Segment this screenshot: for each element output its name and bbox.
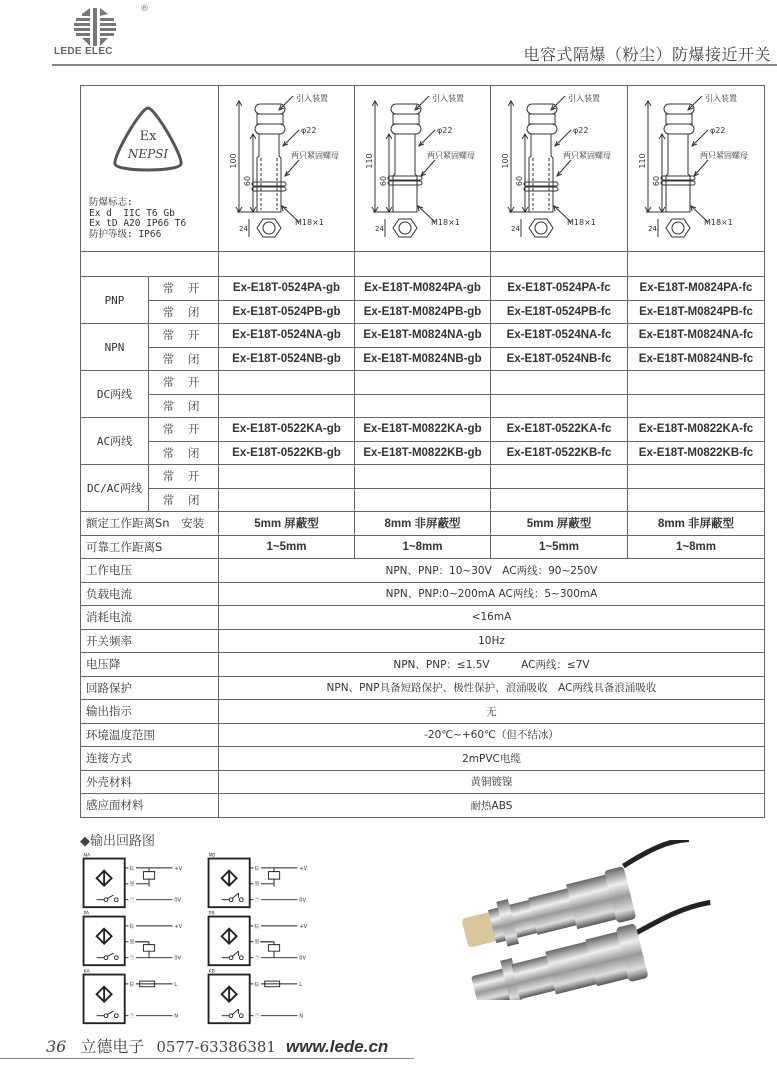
footer [46,1034,388,1057]
spec-value: NPN、PNP：10~30V AC两线：90~250V [219,559,765,583]
spec-value: NPN、PNP具备短路保护、极性保护、浪涌吸收 AC两线具备浪涌吸收 [219,676,765,700]
cable-entry-label: 引入装置 [705,94,737,103]
spec-label: 开关频率 [81,629,219,653]
model-number-cell: Ex-E18T-M0824PB-gb [355,300,491,324]
output-circuit-diagram [80,968,190,1030]
model-number-cell [628,394,765,418]
model-number-cell: Ex-E18T-M0824NB-gb [355,347,491,371]
spec-row [81,653,765,677]
length-dimension: 100 [229,153,238,169]
terminal-positive-label: +V [299,923,308,930]
certification-cell [81,86,219,252]
model-row [81,465,765,489]
logo-nepsi-text: NEPSI [127,147,169,161]
brown-wire-label: 棕 [254,981,260,988]
spec-label: 工作电压 [81,559,219,583]
spec-value: -20℃~+60℃（但不结冰） [219,723,765,747]
model-number-cell: Ex-E18T-M0822KA-fc [628,418,765,442]
model-number-cell: Ex-E18T-M0824PA-fc [628,277,765,301]
brand-name: LEDE ELEC [54,46,113,57]
page-title: 电容式隔爆（粉尘）防爆接近开关 [523,45,771,64]
diameter-label: φ22 [301,126,317,135]
dimension-drawing [355,86,490,251]
model-number-cell: Ex-E18T-M0824NB-fc [628,347,765,371]
model-number-cell: Ex-E18T-0524NB-fc [491,347,628,371]
spec-label: 回路保护 [81,676,219,700]
terminal-negative-label: 0V [299,897,307,904]
model-number-cell: Ex-E18T-0524NA-fc [491,324,628,348]
output-circuit-diagram [205,910,315,972]
rated-distance-label: 额定工作距离Sn 安装 [81,512,219,536]
drawing-cell [219,86,355,252]
model-number-cell [491,465,628,489]
spec-label: 消耗电流 [81,606,219,630]
output-circuit-diagram [205,852,315,914]
website-link[interactable]: www.lede.cn [285,1037,389,1056]
spec-row [81,676,765,700]
black-wire-label: 黑 [254,939,260,946]
black-wire-label: 黑 [129,939,135,946]
length-dimension: 110 [638,153,647,169]
spec-row [81,582,765,606]
circuit-type-label: KA [83,969,90,975]
protection-grade: 防护等级: IP66 [89,228,162,240]
switch-state-cell: 常 开 [149,371,219,395]
model-number-cell: Ex-E18T-0522KA-fc [491,418,628,442]
switch-state-cell: 常 开 [149,465,219,489]
model-number-cell: Ex-E18T-M0824NA-gb [355,324,491,348]
thread-length-dimension: 60 [652,175,661,187]
switch-state-cell: 常 开 [149,277,219,301]
model-row [81,277,765,301]
model-number-cell [219,488,355,512]
circuit-type-label: NA [83,853,91,859]
thread-spec-label: M18×1 [704,218,733,227]
blue-wire-label: 兰 [254,955,260,962]
model-number-cell [491,488,628,512]
output-type-cell: AC两线 [81,418,149,465]
drawing-cell [491,86,628,252]
diameter-label: φ22 [437,126,453,135]
blank-row [81,252,765,277]
model-number-cell: Ex-E18T-M0824NA-fc [628,324,765,348]
spec-row [81,629,765,653]
spec-value: 黄铜镀镍 [219,770,765,794]
thread-spec-label: M18×1 [567,218,596,227]
spec-value: 耐热ABS [219,794,765,818]
lock-nuts-label: 两只紧固螺母 [427,151,475,160]
switch-state-cell: 常 闭 [149,488,219,512]
model-number-cell [219,465,355,489]
spec-label: 输出指示 [81,700,219,724]
model-row [81,488,765,512]
blue-wire-label: 兰 [254,1013,260,1020]
brown-wire-label: 棕 [129,981,135,988]
hex-size-label: 24 [511,225,520,233]
terminal-positive-label: L [174,981,178,988]
switch-state-cell: 常 闭 [149,441,219,465]
spec-row [81,794,765,818]
model-number-cell: Ex-E18T-0524NB-gb [219,347,355,371]
spec-value: 10Hz [219,629,765,653]
model-number-cell: Ex-E18T-M0822KA-gb [355,418,491,442]
brown-wire-label: 棕 [129,865,135,872]
ex-marking [89,198,186,240]
model-number-cell [491,371,628,395]
model-row [81,324,765,348]
thread-length-dimension: 60 [243,175,252,187]
length-dimension: 110 [365,153,374,169]
output-circuit-diagram [205,968,315,1030]
dimension-drawing [491,86,626,251]
drawing-cell [628,86,765,252]
lede-logo-icon [52,6,152,46]
output-type-cell: DC/AC两线 [81,465,149,512]
spec-value: NPN、PNP：≤1.5V AC两线：≤7V [219,653,765,677]
model-number-cell: Ex-E18T-M0824PA-gb [355,277,491,301]
model-row [81,300,765,324]
spec-row [81,770,765,794]
model-number-cell: Ex-E18T-0524PB-fc [491,300,628,324]
thread-spec-label: M18×1 [295,218,324,227]
model-number-cell: Ex-E18T-M0824PB-fc [628,300,765,324]
header-divider [52,64,777,66]
circuit-type-label: PA [83,911,90,917]
model-number-cell: Ex-E18T-0524PA-gb [219,277,355,301]
model-number-cell: Ex-E18T-0524PB-gb [219,300,355,324]
terminal-positive-label: +V [174,865,183,872]
phone-number: 0577-63386381 [156,1038,276,1056]
model-number-cell [628,488,765,512]
model-number-cell [491,394,628,418]
model-number-cell: Ex-E18T-0522KB-fc [491,441,628,465]
output-type-cell: NPN [81,324,149,371]
footer-divider [0,1058,414,1059]
rated-distance-value: 8mm 非屏蔽型 [355,512,491,536]
cable-entry-label: 引入装置 [568,94,600,103]
terminal-negative-label: N [174,1013,179,1020]
circuit-schematic [205,910,315,968]
page-number: 36 [46,1037,67,1056]
thread-length-dimension: 60 [515,175,524,187]
spec-label: 外壳材料 [81,770,219,794]
spec-value: 无 [219,700,765,724]
thread-length-dimension: 60 [379,175,388,187]
hex-size-label: 24 [648,225,657,233]
model-number-cell: Ex-E18T-0522KB-gb [219,441,355,465]
diameter-label: φ22 [573,126,589,135]
circuit-type-label: PB [208,911,215,917]
brown-wire-label: 棕 [254,923,260,930]
hex-size-label: 24 [239,225,248,233]
terminal-negative-label: 0V [299,955,307,962]
model-number-cell [628,371,765,395]
terminal-positive-label: +V [174,923,183,930]
drawing-cell [355,86,491,252]
rated-distance-value: 5mm 屏蔽型 [219,512,355,536]
spec-label: 连接方式 [81,747,219,771]
terminal-positive-label: L [299,981,303,988]
dimension-drawing [219,86,354,251]
model-number-cell [219,371,355,395]
spec-row [81,747,765,771]
reliable-distance-value: 1~5mm [219,535,355,559]
model-number-cell [355,394,491,418]
spec-table [80,85,765,818]
cable-entry-label: 引入装置 [296,94,328,103]
hex-size-label: 24 [375,225,384,233]
switch-state-cell: 常 闭 [149,347,219,371]
rated-distance-value: 8mm 非屏蔽型 [628,512,765,536]
model-number-cell [355,371,491,395]
rated-distance-value: 5mm 屏蔽型 [491,512,628,536]
model-number-cell [628,465,765,489]
lock-nuts-label: 两只紧固螺母 [563,151,611,160]
diameter-label: φ22 [710,126,726,135]
model-row [81,347,765,371]
switch-state-cell: 常 闭 [149,300,219,324]
spec-label: 感应面材料 [81,794,219,818]
model-number-cell: Ex-E18T-0522KA-gb [219,418,355,442]
output-type-cell: PNP [81,277,149,324]
spec-row [81,700,765,724]
marking-line-1: Ex d IIC T6 Gb [89,207,175,219]
reliable-distance-value: 1~8mm [628,535,765,559]
terminal-negative-label: N [299,1013,304,1020]
model-number-cell [355,488,491,512]
lock-nuts-label: 两只紧固螺母 [700,151,748,160]
spec-label: 电压降 [81,653,219,677]
blue-wire-label: 兰 [129,897,135,904]
model-number-cell: Ex-E18T-0524PA-fc [491,277,628,301]
blue-wire-label: 兰 [254,897,260,904]
circuit-schematic [80,968,190,1026]
lock-nuts-label: 两只紧固螺母 [291,151,339,160]
brown-wire-label: 棕 [129,923,135,930]
nepsi-ex-logo-icon [107,104,189,184]
registered-mark: ® [140,4,149,14]
spec-value: NPN、PNP:0~200mA AC两线：5~300mA [219,582,765,606]
reliable-distance-value: 1~5mm [491,535,628,559]
circuit-schematic [205,852,315,910]
model-number-cell: Ex-E18T-0524NA-gb [219,324,355,348]
spec-value: <16mA [219,606,765,630]
blue-wire-label: 兰 [129,955,135,962]
black-wire-label: 黑 [254,881,260,888]
output-circuit-diagram [80,910,190,972]
marking-label: 防爆标志: [89,197,133,208]
circuit-type-label: KB [208,969,215,975]
terminal-negative-label: 0V [174,897,182,904]
circuit-schematic [205,968,315,1026]
length-dimension: 100 [501,153,510,169]
model-number-cell: Ex-E18T-M0822KB-fc [628,441,765,465]
spec-row [81,606,765,630]
drawing-row [81,86,765,252]
output-circuit-diagram [80,852,190,914]
circuit-type-label: NB [208,853,216,859]
model-number-cell: Ex-E18T-M0822KB-gb [355,441,491,465]
company-name: 立德电子 [80,1037,145,1056]
spec-row [81,723,765,747]
thread-spec-label: M18×1 [431,218,460,227]
cable-entry-label: 引入装置 [432,94,464,103]
rated-distance-row [81,512,765,536]
terminal-positive-label: +V [299,865,308,872]
product-photo [430,840,720,1000]
model-row [81,394,765,418]
switch-state-cell: 常 闭 [149,394,219,418]
circuit-schematic [80,852,190,910]
spec-label: 环境温度范围 [81,723,219,747]
circuit-schematic [80,910,190,968]
model-row [81,371,765,395]
switch-state-cell: 常 开 [149,418,219,442]
terminal-negative-label: 0V [174,955,182,962]
spec-value: 2mPVC电缆 [219,747,765,771]
model-row [81,441,765,465]
reliable-distance-label: 可靠工作距离S [81,535,219,559]
spec-label: 负载电流 [81,582,219,606]
model-number-cell [355,465,491,489]
spec-row [81,559,765,583]
sensor-image-1 [456,840,705,960]
model-number-cell [219,394,355,418]
model-row [81,418,765,442]
blue-wire-label: 兰 [129,1013,135,1020]
logo-ex-text: Ex [139,129,157,144]
circuit-section-title: ◆输出回路图 [80,834,155,849]
reliable-distance-row [81,535,765,559]
brown-wire-label: 棕 [254,865,260,872]
output-type-cell: DC两线 [81,371,149,418]
marking-line-2: Ex tD A20 IP66 T6 [89,218,187,229]
black-wire-label: 黑 [129,881,135,888]
reliable-distance-value: 1~8mm [355,535,491,559]
switch-state-cell: 常 开 [149,324,219,348]
dimension-drawing [628,86,763,251]
